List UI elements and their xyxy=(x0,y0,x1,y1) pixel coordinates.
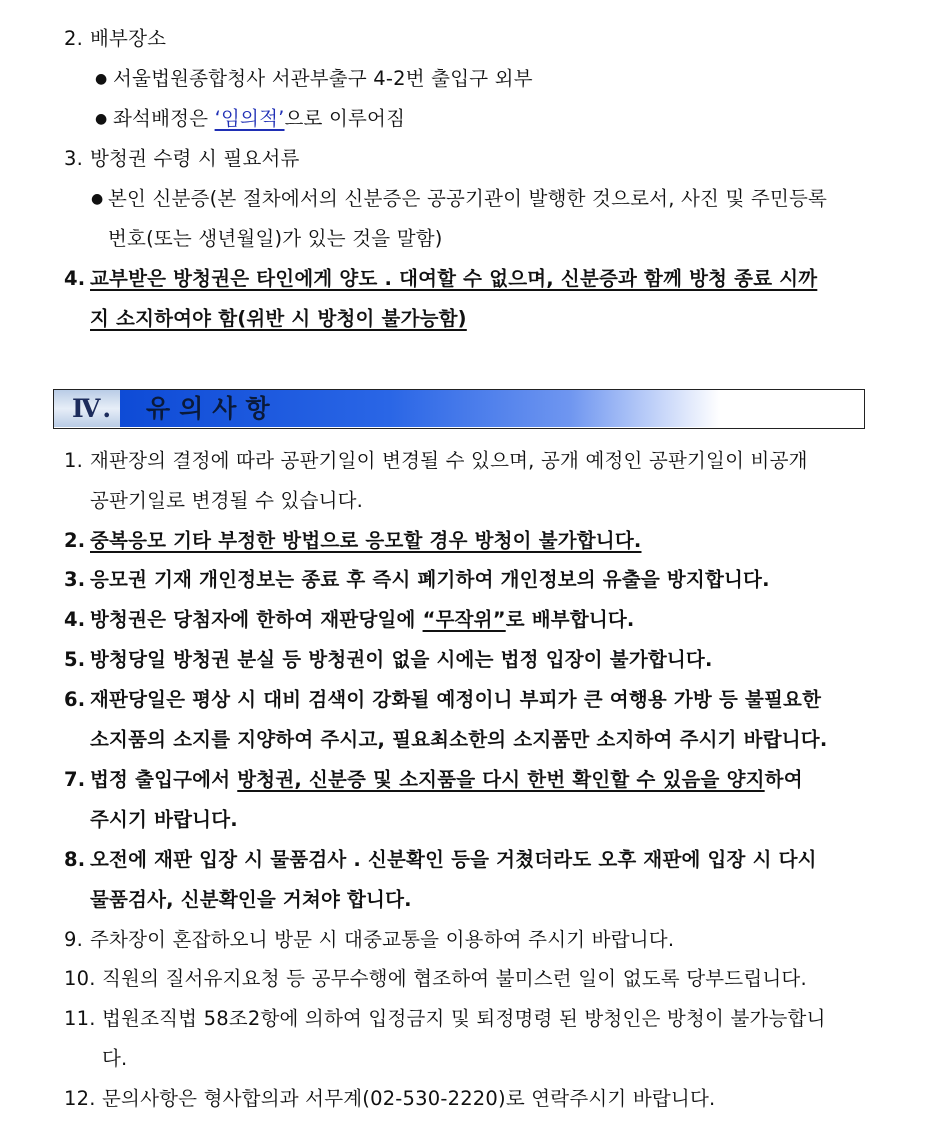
item-text-tail: 하여 xyxy=(764,768,803,791)
item-number: 2. xyxy=(64,529,86,552)
item-number: 7. xyxy=(64,768,86,791)
bullet-text: 본인 신분증(본 절차에서의 신분증은 공공기관이 발행한 것으로서, 사진 및 주민등록 xyxy=(108,187,828,210)
item-text: 법원조직법 58조2항에 의하여 입정금지 및 퇴정명령 된 방청인은 방청이 불가능합니 xyxy=(102,1007,826,1030)
item-text: 방청당일 방청권 분실 등 방청권이 없을 시에는 법정 입장이 불가합니다. xyxy=(90,648,713,671)
item-text: 응모권 기재 개인정보는 종료 후 즉시 폐기하여 개인정보의 유출을 방지합니다. xyxy=(90,568,770,591)
item-text: 오전에 재판 입장 시 물품검사 . 신분확인 등을 거쳤더라도 오후 재판에 입장 시 다시 xyxy=(90,848,817,871)
item-text-tail: 로 배부합니다. xyxy=(505,608,635,631)
item-text: 중복응모 기타 부정한 방법으로 응모할 경우 방청이 불가합니다. xyxy=(90,529,642,552)
item-text: 재판장의 결정에 따라 공판기일이 변경될 수 있으며, 공개 예정인 공판기일이 비공개 xyxy=(90,449,808,472)
bullet-icon: ● xyxy=(91,191,104,207)
item-text: 재판당일은 평상 시 대비 검색이 강화될 예정이니 부피가 큰 여행용 가방 등 불필요한 xyxy=(90,688,822,711)
item-text: 물품검사, 신분확인을 거쳐야 합니다. xyxy=(90,888,412,911)
bullet-text: 좌석배정은 xyxy=(113,107,215,130)
item-number: 8. xyxy=(64,848,86,871)
random-emphasis: “무작위” xyxy=(422,608,506,631)
item-text: 주차장이 혼잡하오니 방문 시 대중교통을 이용하여 주시기 바랍니다. xyxy=(90,928,675,951)
item-number: 11. xyxy=(64,1007,96,1030)
item-number: 12. xyxy=(64,1087,96,1110)
item-text: 방청권은 당첨자에 한하여 재판당일에 xyxy=(90,608,423,631)
bullet-text-tail: 으로 이루어짐 xyxy=(284,107,406,130)
bullet-icon: ● xyxy=(95,71,108,87)
item-text: 소지품의 소지를 지양하여 주시고, 필요최소한의 소지품만 소지하여 주시기 바랍니다. xyxy=(90,728,828,751)
item-text: 공판기일로 변경될 수 있습니다. xyxy=(90,489,364,512)
seating-method-link[interactable]: ‘임의적’ xyxy=(214,107,285,130)
item-text: 주시기 바랍니다. xyxy=(90,808,238,831)
section-title: 유의사항 xyxy=(146,394,279,423)
section-number: Ⅳ. xyxy=(54,390,120,427)
item-number: 3. xyxy=(64,568,86,591)
item-number: 10. xyxy=(64,967,96,990)
item-number: 2. xyxy=(64,27,84,50)
item-text: 직원의 질서유지요청 등 공무수행에 협조하여 불미스런 일이 없도록 당부드립니다. xyxy=(102,967,807,990)
bullet-text: 번호(또는 생년월일)가 있는 것을 말함) xyxy=(108,227,443,250)
item-number: 1. xyxy=(64,449,84,472)
item-text: 다. xyxy=(102,1047,128,1070)
item-number: 5. xyxy=(64,648,86,671)
item-number: 6. xyxy=(64,688,86,711)
item-number: 9. xyxy=(64,928,84,951)
item-number: 4. xyxy=(64,608,86,631)
item-number: 3. xyxy=(64,147,84,170)
bullet-text: 서울법원종합청사 서관부출구 4-2번 출입구 외부 xyxy=(113,67,533,90)
item-text: 문의사항은 형사합의과 서무계(02-530-2220)로 연락주시기 바랍니다. xyxy=(102,1087,716,1110)
item-text: 배부장소 xyxy=(90,27,167,50)
item-text: 방청권 수령 시 필요서류 xyxy=(90,147,300,170)
item-text: 법정 출입구에서 xyxy=(90,768,238,791)
check-emphasis: 방청권, 신분증 및 소지품을 다시 한번 확인할 수 있음을 양지 xyxy=(237,768,765,791)
item-text: 지 소지하여야 함(위반 시 방청이 불가능함) xyxy=(90,307,467,330)
section-header xyxy=(53,389,865,429)
bullet-icon: ● xyxy=(95,111,108,127)
item-text: 교부받은 방청권은 타인에게 양도 . 대여할 수 없으며, 신분증과 함께 방청 종료 시까 xyxy=(90,267,818,290)
item-number: 4. xyxy=(64,267,86,290)
